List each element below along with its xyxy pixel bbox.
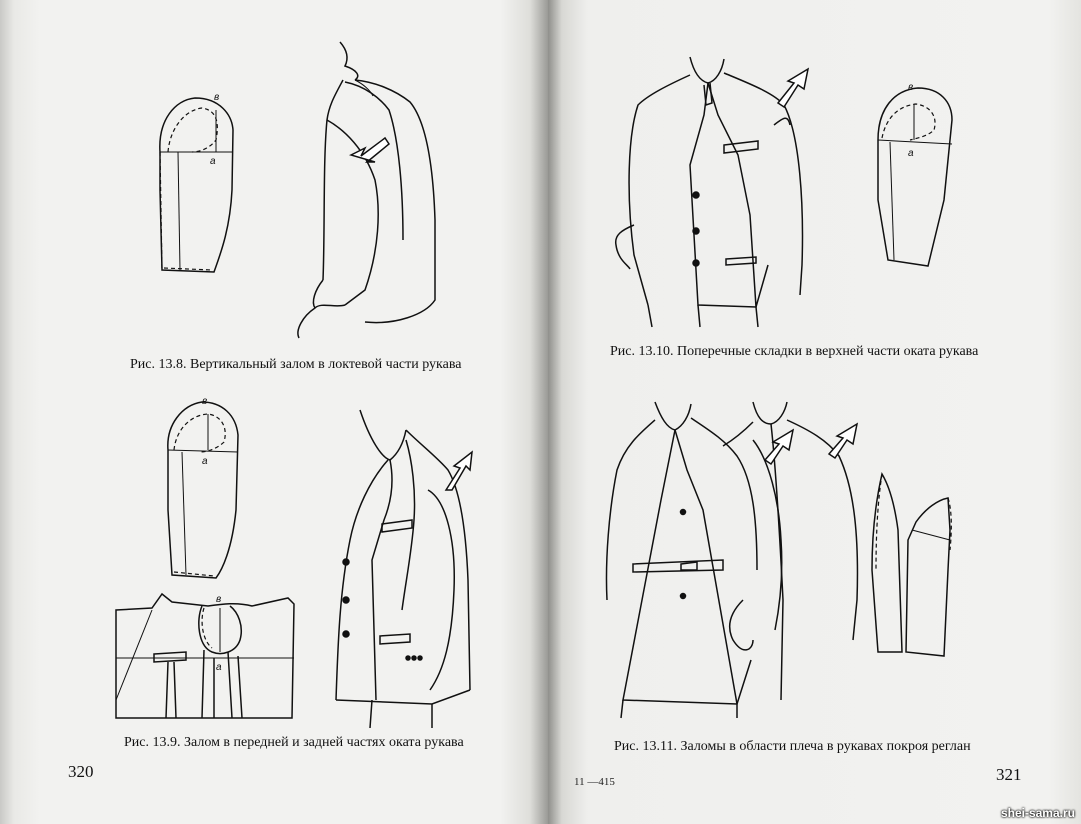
fig-13-11-raglan-sleeve-patterns xyxy=(868,470,958,660)
fig-13-9-bodice-pattern xyxy=(112,590,302,720)
fig-13-8-label-v: в xyxy=(214,92,220,103)
fig-13-9-caption: Рис. 13.9. Залом в передней и задней частях оката рукава xyxy=(124,735,464,750)
fig-13-10-sleeve-pattern xyxy=(868,80,978,280)
fig-13-11-men-in-raglan-coats xyxy=(603,400,863,720)
fig-13-9-label-a-bottom: а xyxy=(216,662,222,673)
fig-13-8-sleeve-pattern xyxy=(140,80,250,280)
fig-13-10-man-front-view xyxy=(608,55,818,330)
fig-13-10-label-v: в xyxy=(908,82,914,93)
fig-13-9-label-v-bottom: в xyxy=(216,594,222,605)
fig-13-11-caption: Рис. 13.11. Заломы в области плеча в рукавах покроя реглан xyxy=(614,739,971,754)
fig-13-8-caption: Рис. 13.8. Вертикальный залом в локтевой части рукава xyxy=(130,357,462,372)
left-page-number: 320 xyxy=(68,762,94,781)
fig-13-8-man-side-view xyxy=(285,40,465,340)
fig-13-9-man-front-view xyxy=(320,400,510,730)
fig-13-10-caption: Рис. 13.10. Поперечные складки в верхней части оката рукава xyxy=(610,344,979,359)
fig-13-9-sleeve-pattern xyxy=(150,390,260,590)
right-page-number: 321 xyxy=(996,765,1022,784)
fig-13-8-label-a: а xyxy=(210,156,216,167)
right-page xyxy=(548,0,1081,824)
printer-signature: 11 —415 xyxy=(574,776,615,788)
fig-13-10-label-a: а xyxy=(908,148,914,159)
fig-13-9-label-v-top: в xyxy=(202,396,208,407)
watermark: shei-sama.ru xyxy=(1000,806,1075,820)
fig-13-9-label-a-top: а xyxy=(202,456,208,467)
